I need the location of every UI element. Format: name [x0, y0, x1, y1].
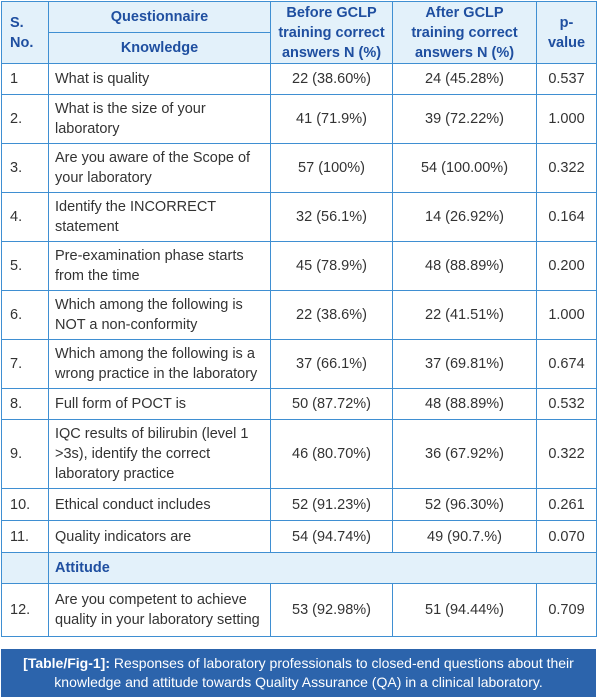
pvalue-header: p-value	[537, 2, 597, 64]
row-question: What is quality	[49, 64, 271, 95]
row-pvalue: 1.000	[537, 95, 597, 144]
row-after: 39 (72.22%)	[393, 95, 537, 144]
row-sno: 6.	[2, 291, 49, 340]
row-before: 46 (80.70%)	[271, 420, 393, 489]
row-sno: 12.	[2, 584, 49, 637]
row-before: 22 (38.6%)	[271, 291, 393, 340]
row-after: 24 (45.28%)	[393, 64, 537, 95]
sno-header: S. No.	[2, 2, 49, 64]
row-sno: 8.	[2, 389, 49, 420]
row-sno: 1	[2, 64, 49, 95]
table-row	[2, 144, 597, 193]
row-after: 52 (96.30%)	[393, 489, 537, 521]
row-question: Full form of POCT is	[49, 389, 271, 420]
row-after: 48 (88.89%)	[393, 389, 537, 420]
row-sno: 3.	[2, 144, 49, 193]
row-question: Ethical conduct includes	[49, 489, 271, 521]
row-after: 51 (94.44%)	[393, 584, 537, 637]
table-row	[2, 193, 597, 242]
row-after: 49 (90.7.%)	[393, 521, 537, 553]
row-pvalue: 0.200	[537, 242, 597, 291]
row-before: 54 (94.74%)	[271, 521, 393, 553]
row-before: 22 (38.60%)	[271, 64, 393, 95]
row-question: Quality indicators are	[49, 521, 271, 553]
row-question: Are you aware of the Scope of your laboratory	[49, 144, 271, 193]
row-pvalue: 0.261	[537, 489, 597, 521]
before-header: Before GCLP training correct answers N (%)	[271, 2, 393, 64]
row-after: 36 (67.92%)	[393, 420, 537, 489]
row-pvalue: 0.709	[537, 584, 597, 637]
row-after: 54 (100.00%)	[393, 144, 537, 193]
row-before: 45 (78.9%)	[271, 242, 393, 291]
row-after: 22 (41.51%)	[393, 291, 537, 340]
row-question: Identify the INCORRECT statement	[49, 193, 271, 242]
attitude-section-label: Attitude	[49, 553, 597, 584]
row-question: Which among the following is NOT a non-conformity	[49, 291, 271, 340]
row-before: 37 (66.1%)	[271, 340, 393, 389]
knowledge-header: Knowledge	[49, 33, 271, 64]
row-pvalue: 0.537	[537, 64, 597, 95]
row-sno: 2.	[2, 95, 49, 144]
row-pvalue: 0.322	[537, 420, 597, 489]
row-question: Pre-examination phase starts from the time	[49, 242, 271, 291]
attitude-blank-cell	[2, 553, 49, 584]
row-after: 48 (88.89%)	[393, 242, 537, 291]
row-after: 37 (69.81%)	[393, 340, 537, 389]
row-before: 52 (91.23%)	[271, 489, 393, 521]
caption-text: Responses of laboratory professionals to closed-end questions about their knowledge and attitude towards Quality Assurance (QA) in a clinical laboratory.	[54, 655, 574, 690]
row-pvalue: 0.164	[537, 193, 597, 242]
table-row	[2, 489, 597, 521]
table-row	[2, 521, 597, 553]
table-row	[2, 95, 597, 144]
table-row	[2, 291, 597, 340]
table-row	[2, 584, 597, 637]
row-before: 50 (87.72%)	[271, 389, 393, 420]
row-sno: 10.	[2, 489, 49, 521]
row-question: Are you competent to achieve quality in your laboratory setting	[49, 584, 271, 637]
row-after: 14 (26.92%)	[393, 193, 537, 242]
row-before: 53 (92.98%)	[271, 584, 393, 637]
row-sno: 5.	[2, 242, 49, 291]
row-sno: 9.	[2, 420, 49, 489]
row-before: 57 (100%)	[271, 144, 393, 193]
table-row	[2, 389, 597, 420]
table-row	[2, 340, 597, 389]
table-row	[2, 242, 597, 291]
row-pvalue: 0.674	[537, 340, 597, 389]
row-pvalue: 0.322	[537, 144, 597, 193]
row-pvalue: 0.070	[537, 521, 597, 553]
row-pvalue: 0.532	[537, 389, 597, 420]
attitude-section-row	[2, 553, 597, 584]
row-question: Which among the following is a wrong practice in the laboratory	[49, 340, 271, 389]
questionnaire-table	[1, 1, 597, 637]
questionnaire-header: Questionnaire	[49, 2, 271, 33]
caption-label: [Table/Fig-1]:	[23, 655, 110, 671]
row-before: 41 (71.9%)	[271, 95, 393, 144]
table-caption	[1, 649, 596, 697]
row-sno: 7.	[2, 340, 49, 389]
row-question: What is the size of your laboratory	[49, 95, 271, 144]
table-row	[2, 420, 597, 489]
row-sno: 4.	[2, 193, 49, 242]
row-sno: 11.	[2, 521, 49, 553]
row-question: IQC results of bilirubin (level 1 >3s), identify the correct laboratory practice	[49, 420, 271, 489]
row-before: 32 (56.1%)	[271, 193, 393, 242]
after-header: After GCLP training correct answers N (%)	[393, 2, 537, 64]
table-row	[2, 64, 597, 95]
row-pvalue: 1.000	[537, 291, 597, 340]
